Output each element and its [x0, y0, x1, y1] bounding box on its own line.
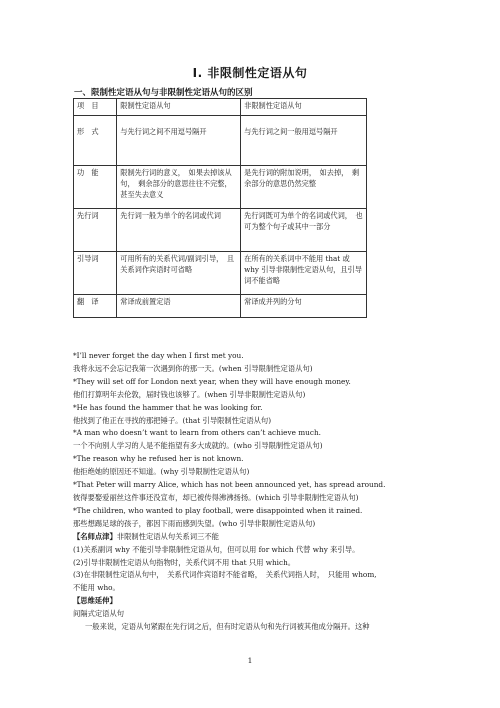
- tip-point: (2)引导非限制性定语从句指物时，关系代词不用 that 只用 which。: [73, 557, 296, 567]
- table-cell: 是先行词的附加说明， 如去掉， 剩余部分的意思仍然完整: [241, 166, 367, 209]
- table-cell: 引导词: [74, 252, 117, 295]
- table-cell: 可用所有的关系代词/副词引导， 且关系词作宾语时可省略: [117, 252, 241, 295]
- example-body: [73, 350, 443, 634]
- example-line: *A man who doesn’t want to learn from others can’t achieve much.: [73, 428, 321, 438]
- table-cell: 常译成并列的分句: [241, 295, 367, 318]
- page-number: 1: [247, 656, 253, 665]
- table-row: [74, 252, 367, 295]
- tip-heading: 【名师点津】: [73, 531, 117, 541]
- extend-text: 一般来说，定语从句紧跟在先行词之后，但有时定语从句和先行词被其他成分隔开。这种: [85, 622, 370, 632]
- tip-line: [73, 531, 443, 544]
- table-row: [74, 295, 367, 318]
- tip-point: 不能用 who。: [73, 583, 120, 593]
- table-header-cell: 限制性定语从句: [117, 99, 241, 116]
- table-cell: 先行词一般为单个的名词或代词: [117, 209, 241, 252]
- example-line: *That Peter will marry Alice, which has not been announced yet, has spread around.: [73, 480, 386, 490]
- table-cell: 形 式: [74, 116, 117, 166]
- table-header-cell: 非限制性定语从句: [241, 99, 367, 116]
- table-cell: 常译成前置定语: [117, 295, 241, 318]
- comparison-table: [73, 98, 367, 318]
- example-line: *They will set off for London next year, when they will have enough money.: [73, 376, 351, 386]
- example-line: 一个不向别人学习的人是不能指望有多大成就的。(who 引导限制性定语从句): [73, 441, 323, 451]
- table-cell: 与先行词之间一般用逗号隔开: [241, 116, 367, 166]
- example-line: *The children, who wanted to play football, were disappointed when it rained.: [73, 505, 363, 515]
- section-heading: 一、限制性定语从句与非限制性定语从句的区别: [74, 88, 253, 98]
- table-row: [74, 116, 367, 166]
- example-line: 他拒绝她的原因还不知道。(why 引导限制性定语从句): [73, 467, 250, 477]
- table-cell: 与先行词之间不用逗号隔开: [117, 116, 241, 166]
- table-header-row: [74, 99, 367, 116]
- tip-point: (1)关系副词 why 不能引导非限制性定语从句，但可以用 for which 代替 why 来引导。: [73, 544, 360, 554]
- table-row: [74, 209, 367, 252]
- table-cell: 先行词: [74, 209, 117, 252]
- table-cell: 限制先行词的意义， 如果去掉该从句， 剩余部分的意思往往不完整，甚至失去意义: [117, 166, 241, 209]
- example-line: 那些想踢足球的孩子，都因下雨而感到失望。(who 引导非限制性定语从句): [73, 518, 316, 528]
- example-line: 我将永远不会忘记我第一次遇到你的那一天。(when 引导限制性定语从句): [73, 363, 313, 373]
- document-title: Ⅰ. 非限制性定语从句: [192, 66, 308, 80]
- table-cell: 翻 译: [74, 295, 117, 318]
- example-line: 他们打算明年去伦敦，届时钱也该够了。(when 引导非限制性定语从句): [73, 389, 306, 399]
- example-line: 他找到了他正在寻找的那把锤子。(that 引导限制性定语从句): [73, 415, 272, 425]
- example-line: 彼得要娶爱丽丝这件事还没宣布，却已被传得沸沸扬扬。(which 引导非限制性定语从句): [73, 492, 359, 502]
- table-cell: 功 能: [74, 166, 117, 209]
- table-row: [74, 166, 367, 209]
- example-line: *I’ll never forget the day when I first met you.: [73, 351, 244, 360]
- example-line: *The reason why he refused her is not known.: [73, 454, 244, 464]
- example-line: *He has found the hammer that he was looking for.: [73, 402, 263, 412]
- table-cell: 在所有的关系词中不能用 that 或 why 引导非限制性定语从句，且引导词不能省略: [241, 252, 367, 295]
- extend-subheading: 间隔式定语从句: [73, 609, 125, 619]
- table-header-cell: 项 目: [74, 99, 117, 116]
- tip-text: 非限制性定语从句关系词三不能: [116, 531, 219, 541]
- tip-point: (3)在非限制性定语从句中， 关系代词作宾语时不能省略， 关系代词指人时， 只能用 whom,: [73, 570, 377, 580]
- extend-heading: 【思维延伸】: [73, 596, 117, 606]
- table-cell: 先行词既可为单个的名词或代词， 也可为整个句子或其中一部分: [241, 209, 367, 252]
